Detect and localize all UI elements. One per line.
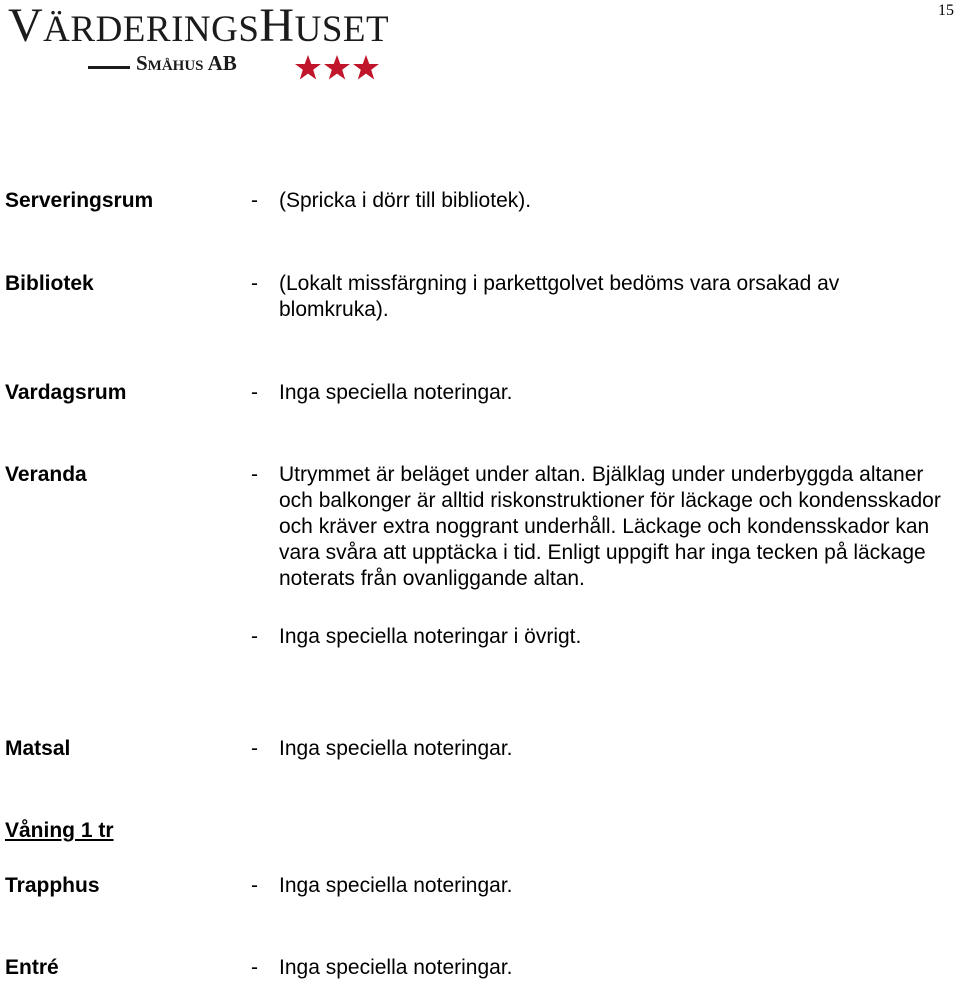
- note-item: - Inga speciella noteringar.: [251, 874, 513, 897]
- floor-heading: Våning 1 tr: [5, 819, 114, 842]
- room-label: Vardagsrum: [5, 381, 127, 404]
- room-label: Veranda: [5, 463, 87, 486]
- page-number: 15: [938, 2, 954, 19]
- note-item: - Inga speciella noteringar.: [251, 381, 513, 404]
- logo-subtitle: Småhus AB: [136, 51, 237, 75]
- logo-wordmark: VÄRDERINGSHUSET: [8, 0, 390, 52]
- note-item: - Utrymmet är beläget under altan. Bjälklag under underbyggda altaner och balkonger är alltid riskonstruktioner för läckage och kondensskador och kräver extra noggrant underhåll. Läckage och kondensskador kan vara svåra att upptäcka i tid. Enligt uppgift har inga tecken på läckage noterats från ovanliggande altan.: [251, 463, 941, 590]
- note-item: - Inga speciella noteringar.: [251, 956, 513, 979]
- room-label: Trapphus: [5, 874, 100, 897]
- note-item: - (Lokalt missfärgning i parkettgolvet bedöms vara orsakad av blomkruka).: [251, 272, 840, 321]
- note-item: - (Spricka i dörr till bibliotek).: [251, 189, 532, 212]
- room-label: Bibliotek: [5, 272, 94, 295]
- note-item: - Inga speciella noteringar i övrigt.: [251, 625, 582, 648]
- room-label: Serveringsrum: [5, 189, 154, 212]
- room-label: Matsal: [5, 737, 71, 760]
- note-item: - Inga speciella noteringar.: [251, 737, 513, 760]
- room-label: Entré: [5, 956, 59, 979]
